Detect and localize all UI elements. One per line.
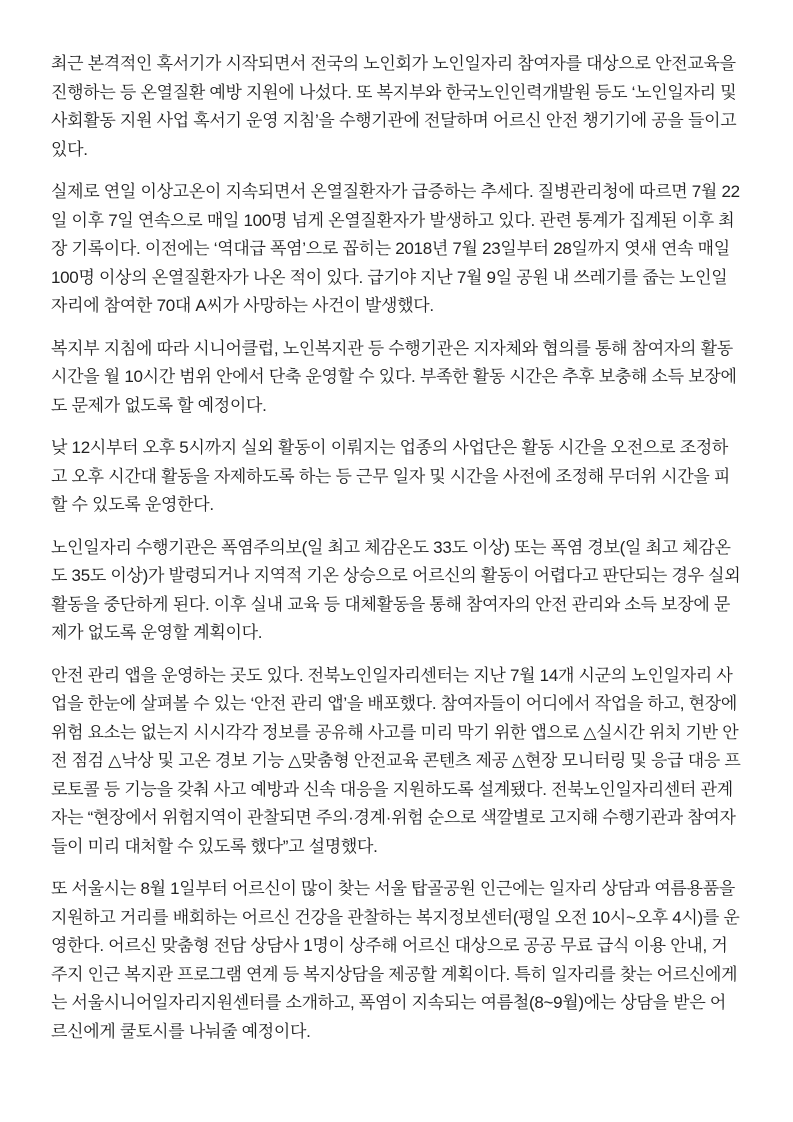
article-paragraph: 또 서울시는 8월 1일부터 어르신이 많이 찾는 서울 탑골공원 인근에는 일자리 상담과 여름용품을 지원하고 거리를 배회하는 어르신 건강을 관찰하는 복지정보센터(평일 오전 10시~오후 4시)를 운영한다. 어르신 맞춤형 전담 상담사 1명이 상주해 어르신 대상으로 공공 무료 급식 이용 안내, 거주지 인근 복지관 프로그램 연계 등 복지상담을 제공할 계획이다. 특히 일자리를 찾는 어르신에게는 서울시니어일자리지원센터를 소개하고, 폭염이 지속되는 여름철(8~9월)에는 상담을 받은 어르신에게 쿨토시를 나눠줄 예정이다. (51, 879, 740, 1041)
article-paragraph: 낮 12시부터 오후 5시까지 실외 활동이 이뤄지는 업종의 사업단은 활동 시간을 오전으로 조정하고 오후 시간대 활동을 자제하도록 하는 등 근무 일자 및 시간을 사전에 조정해 무더위 시간을 피할 수 있도록 운영한다. (51, 438, 730, 514)
article-paragraph: 노인일자리 수행기관은 폭염주의보(일 최고 체감온도 33도 이상) 또는 폭염 경보(일 최고 체감온도 35도 이상)가 발령되거나 지역적 기온 상승으로 어르신의 활동이 어렵다고 판단되는 경우 실외활동을 중단하게 된다. 이후 실내 교육 등 대체활동을 통해 참여자의 안전 관리와 소득 보장에 문제가 없도록 운영할 계획이다. (51, 537, 741, 642)
article-paragraph: 복지부 지침에 따라 시니어클럽, 노인복지관 등 수행기관은 지자체와 협의를 통해 참여자의 활동 시간을 월 10시간 범위 안에서 단축 운영할 수 있다. 부족한 활동 시간은 추후 보충해 소득 보장에도 문제가 없도록 할 예정이다. (51, 338, 737, 415)
article-paragraph: 안전 관리 앱을 운영하는 곳도 있다. 전북노인일자리센터는 지난 7월 14개 시군의 노인일자리 사업을 한눈에 살펴볼 수 있는 ‘안전 관리 앱’을 배포했다. 참여자들이 어디에서 작업을 하고, 현장에 위험 요소는 없는지 시시각각 정보를 공유해 사고를 미리 막기 위한 앱으로 △실시간 위치 기반 안전 점검 △낙상 및 고온 경보 기능 △맞춤형 안전교육 콘텐츠 제공 △현장 모니터링 및 응급 대응 프로토콜 등 기능을 갖춰 사고 예방과 신속 대응을 지원하도록 설계됐다. 전북노인일자리센터 관계자는 “현장에서 위험지역이 관찰되면 주의·경계·위험 순으로 색깔별로 고지해 수행기관과 참여자들이 미리 대처할 수 있도록 했다”고 설명했다. (51, 665, 741, 856)
article-paragraph: 최근 본격적인 혹서기가 시작되면서 전국의 노인회가 노인일자리 참여자를 대상으로 안전교육을 진행하는 등 온열질환 예방 지원에 나섰다. 또 복지부와 한국노인인력개발원 등도 ‘노인일자리 및 사회활동 지원 사업 혹서기 운영 지침’을 수행기관에 전달하며 어르신 안전 챙기기에 공을 들이고 있다. (51, 54, 737, 159)
article-paragraph: 실제로 연일 이상고온이 지속되면서 온열질환자가 급증하는 추세다. 질병관리청에 따르면 7월 22일 이후 7일 연속으로 매일 100명 넘게 온열질환자가 발생하고 있다. 관련 통계가 집계된 이후 최장 기록이다. 이전에는 ‘역대급 폭염’으로 꼽히는 2018년 7월 23일부터 28일까지 엿새 연속 매일 100명 이상의 온열질환자가 나온 적이 있다. 급기야 지난 7월 9일 공원 내 쓰레기를 줍는 노인일자리에 참여한 70대 A씨가 사망하는 사건이 발생했다. (51, 182, 740, 315)
